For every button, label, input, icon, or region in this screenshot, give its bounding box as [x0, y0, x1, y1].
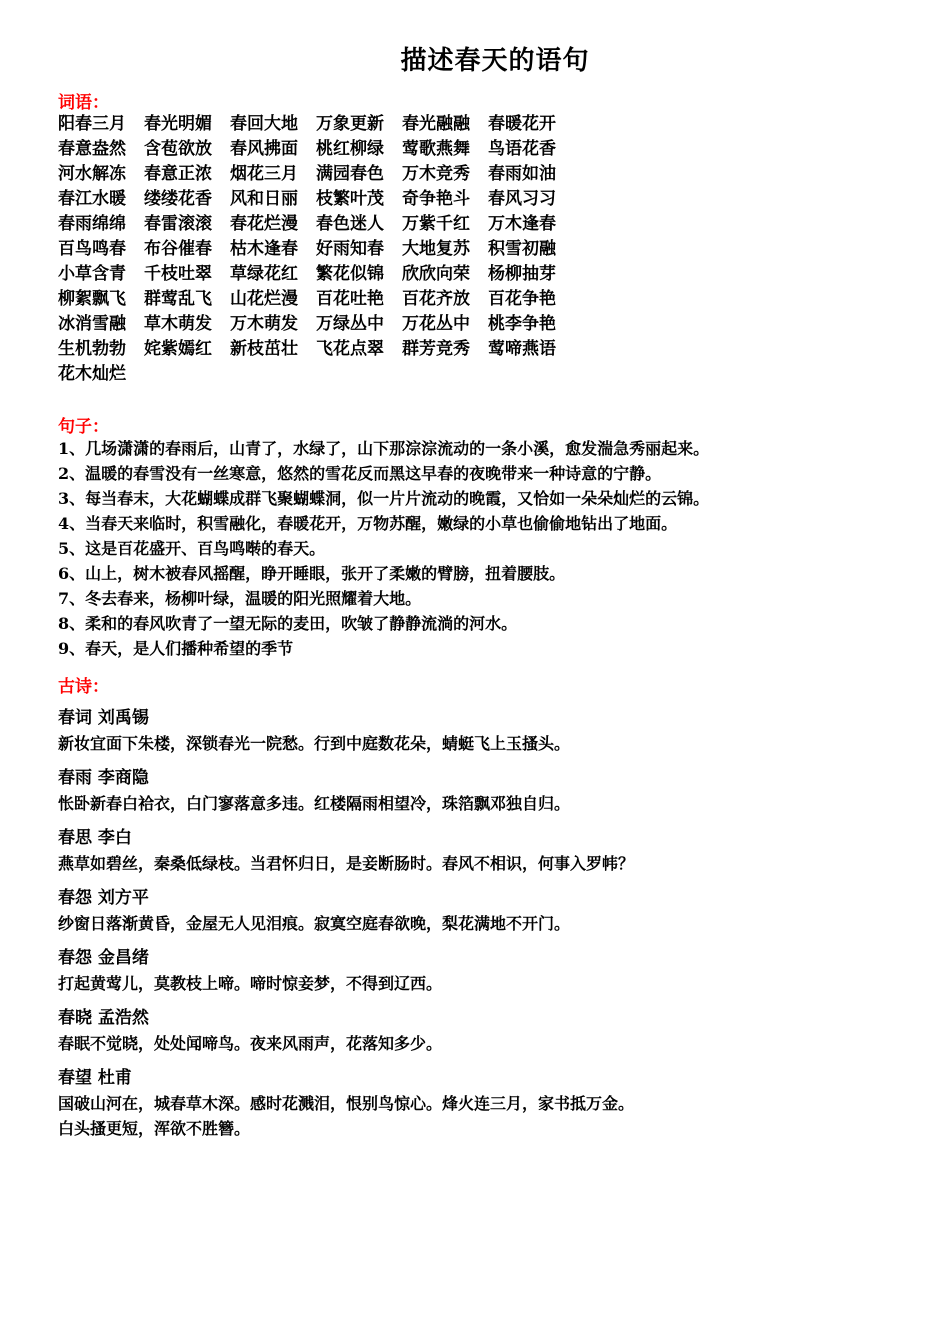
word-item: 姹紫嫣红 — [144, 339, 212, 359]
word-row — [58, 162, 574, 187]
word-row — [58, 137, 574, 162]
word-item: 阳春三月 — [58, 114, 126, 134]
word-item: 欣欣向荣 — [402, 264, 470, 284]
sentence-item: 2、温暖的春雪没有一丝寒意，悠然的雪花反而黑这早春的夜晚带来一种诗意的宁静。 — [58, 464, 662, 483]
word-item: 草木萌发 — [144, 314, 212, 334]
word-item: 春色迷人 — [316, 214, 384, 234]
word-item: 群莺乱飞 — [144, 289, 212, 309]
sentence-item: 3、每当春末，大花蝴蝶成群飞聚蝴蝶洞，似一片片流动的晚霞，又恰如一朵朵灿烂的云锦。 — [58, 489, 710, 508]
poem-title: 春思 李白 — [58, 828, 132, 848]
word-item: 山花烂漫 — [230, 289, 298, 309]
sentence-item: 7、冬去春来，杨柳叶绿，温暖的阳光照耀着大地。 — [58, 589, 422, 608]
words-heading: 词语： — [58, 93, 109, 113]
sentence-item: 8、柔和的春风吹青了一望无际的麦田，吹皱了静静流淌的河水。 — [58, 614, 518, 633]
word-item: 春风拂面 — [230, 139, 298, 159]
sentence-item: 4、当春天来临时，积雪融化，春暖花开，万物苏醒，嫩绿的小草也偷偷地钻出了地面。 — [58, 514, 678, 533]
word-item: 草绿花红 — [230, 264, 298, 284]
word-item: 万绿丛中 — [316, 314, 384, 334]
word-item: 柳絮飘飞 — [58, 289, 126, 309]
poem-title: 春怨 金昌绪 — [58, 948, 149, 968]
poems-heading: 古诗： — [58, 677, 109, 697]
poem-line: 怅卧新春白袷衣，白门寥落意多违。红楼隔雨相望冷，珠箔飘邓独自归。 — [58, 794, 571, 813]
word-item: 烟花三月 — [230, 164, 298, 184]
poem-title: 春晓 孟浩然 — [58, 1008, 149, 1028]
word-row — [58, 337, 574, 362]
poem-line: 新妆宜面下朱楼，深锁春光一院愁。行到中庭数花朵，蜻蜓飞上玉搔头。 — [58, 734, 571, 753]
poem-title: 春怨 刘方平 — [58, 888, 149, 908]
word-item: 万紫千红 — [402, 214, 470, 234]
word-item: 春雨如油 — [488, 164, 556, 184]
poem-line: 国破山河在，城春草木深。感时花溅泪，恨别鸟惊心。烽火连三月，家书抵万金。 — [58, 1094, 635, 1113]
word-item: 奇争艳斗 — [402, 189, 470, 209]
poem-line: 春眠不觉晓，处处闻啼鸟。夜来风雨声，花落知多少。 — [58, 1034, 443, 1053]
poems-list — [58, 706, 918, 1151]
word-item: 枝繁叶茂 — [316, 189, 384, 209]
sentences-heading: 句子： — [58, 417, 109, 437]
poem-line: 白头搔更短，浑欲不胜簪。 — [58, 1119, 251, 1138]
word-item: 万木逢春 — [488, 214, 556, 234]
poem — [58, 886, 918, 936]
word-item: 莺歌燕舞 — [402, 139, 470, 159]
poem — [58, 1006, 918, 1056]
word-item: 万木竞秀 — [402, 164, 470, 184]
word-item: 花木灿烂 — [58, 364, 126, 384]
word-item: 万花丛中 — [402, 314, 470, 334]
word-row — [58, 262, 574, 287]
words-list — [58, 112, 574, 387]
sentence-item: 5、这是百花盛开、百鸟鸣啭的春天。 — [58, 539, 326, 558]
word-item: 春雨绵绵 — [58, 214, 126, 234]
word-row — [58, 112, 574, 137]
word-item: 枯木逢春 — [230, 239, 298, 259]
poem — [58, 706, 918, 756]
word-item: 满园春色 — [316, 164, 384, 184]
word-item: 万木萌发 — [230, 314, 298, 334]
poem-title: 春词 刘禹锡 — [58, 708, 149, 728]
word-item: 春雷滚滚 — [144, 214, 212, 234]
sentences-list — [58, 436, 918, 661]
word-row — [58, 287, 574, 312]
word-item: 繁花似锦 — [316, 264, 384, 284]
word-item: 春意盎然 — [58, 139, 126, 159]
word-item: 桃李争艳 — [488, 314, 556, 334]
word-item: 千枝吐翠 — [144, 264, 212, 284]
poem — [58, 946, 918, 996]
word-item: 布谷催春 — [144, 239, 212, 259]
word-item: 百花齐放 — [402, 289, 470, 309]
word-item: 新枝茁壮 — [230, 339, 298, 359]
word-item: 鸟语花香 — [488, 139, 556, 159]
poem-line: 燕草如碧丝，秦桑低绿枝。当君怀归日，是妾断肠时。春风不相识，何事入罗帏？ — [58, 854, 635, 873]
sentence-item: 6、山上，树木被春风摇醒，睁开睡眼，张开了柔嫩的臂膀，扭着腰肢。 — [58, 564, 566, 583]
word-row — [58, 212, 574, 237]
word-item: 积雪初融 — [488, 239, 556, 259]
word-item: 小草含青 — [58, 264, 126, 284]
word-item: 百鸟鸣春 — [58, 239, 126, 259]
word-item: 春花烂漫 — [230, 214, 298, 234]
poem — [58, 826, 918, 876]
word-item: 莺啼燕语 — [488, 339, 556, 359]
word-item: 春光融融 — [402, 114, 470, 134]
word-item: 大地复苏 — [402, 239, 470, 259]
word-item: 春暖花开 — [488, 114, 556, 134]
sentence-item: 9、春天，是人们播种希望的季节 — [58, 639, 294, 658]
word-item: 好雨知春 — [316, 239, 384, 259]
word-row — [58, 312, 574, 337]
word-item: 群芳竞秀 — [402, 339, 470, 359]
word-item: 春回大地 — [230, 114, 298, 134]
word-item: 冰消雪融 — [58, 314, 126, 334]
word-item: 万象更新 — [316, 114, 384, 134]
poem-line: 打起黄莺儿，莫教枝上啼。啼时惊妾梦，不得到辽西。 — [58, 974, 443, 993]
word-row — [58, 362, 574, 387]
word-item: 春江水暖 — [58, 189, 126, 209]
word-item: 桃红柳绿 — [316, 139, 384, 159]
word-item: 河水解冻 — [58, 164, 126, 184]
word-item: 百花争艳 — [488, 289, 556, 309]
word-item: 百花吐艳 — [316, 289, 384, 309]
word-item: 风和日丽 — [230, 189, 298, 209]
word-item: 含苞欲放 — [144, 139, 212, 159]
word-item: 春意正浓 — [144, 164, 212, 184]
word-row — [58, 237, 574, 262]
poem — [58, 1066, 918, 1141]
word-item: 飞花点翠 — [316, 339, 384, 359]
word-item: 春光明媚 — [144, 114, 212, 134]
word-item: 杨柳抽芽 — [488, 264, 556, 284]
word-item: 缕缕花香 — [144, 189, 212, 209]
sentence-item: 1、几场潇潇的春雨后，山青了，水绿了，山下那淙淙流动的一条小溪，愈发湍急秀丽起来。 — [58, 439, 710, 458]
poem-title: 春雨 李商隐 — [58, 768, 149, 788]
word-row — [58, 187, 574, 212]
poem — [58, 766, 918, 816]
poem-line: 纱窗日落渐黄昏，金屋无人见泪痕。寂寞空庭春欲晚，梨花满地不开门。 — [58, 914, 571, 933]
page-title: 描述春天的语句 — [400, 46, 590, 76]
poem-title: 春望 杜甫 — [58, 1068, 132, 1088]
word-item: 生机勃勃 — [58, 339, 126, 359]
word-item: 春风习习 — [488, 189, 556, 209]
